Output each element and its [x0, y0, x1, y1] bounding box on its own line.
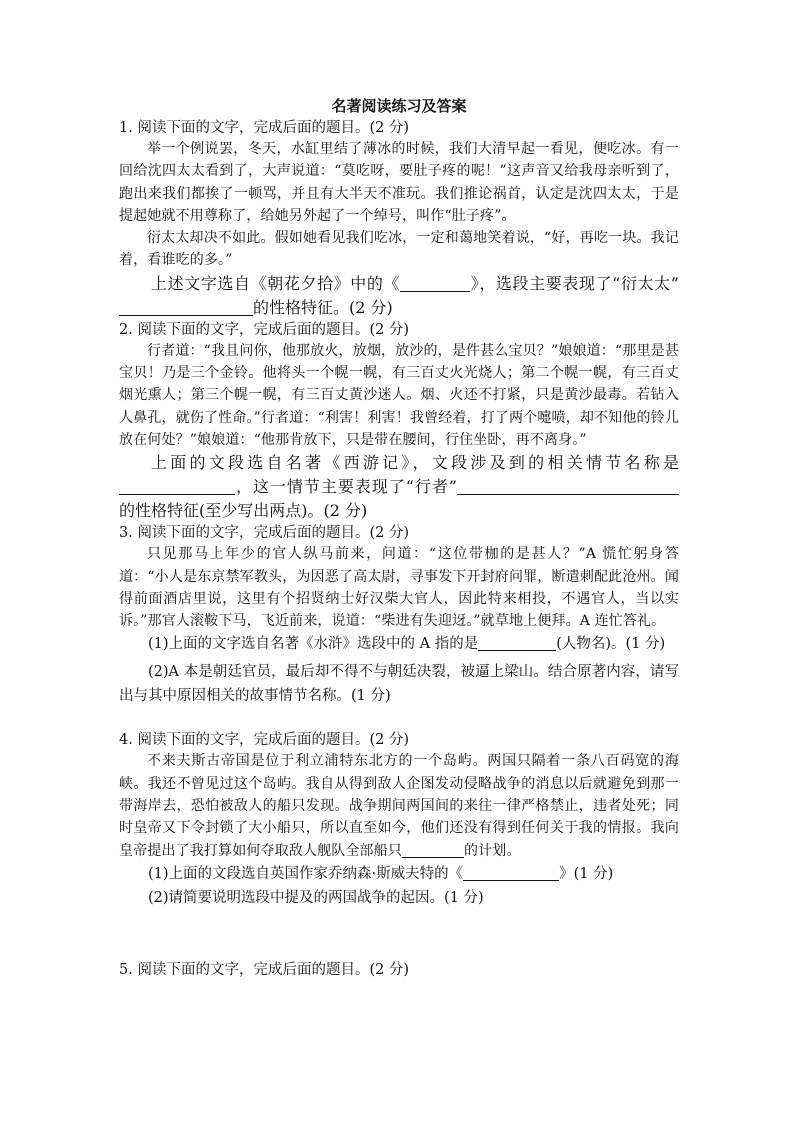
question-1-heading: 1. 阅读下面的文字，完成后面的题目。(2 分) [119, 120, 410, 136]
question-2-task-text-c: 的性格特征(至少写出两点)。(2 分) [119, 501, 368, 521]
question-3-sub-2: (2)A 本是朝廷官员，最后却不得不与朝廷决裂，被逼上梁山。结合原著内容，请写出与其中原因相关的故事情节名称。(1 分) [119, 664, 679, 705]
question-3-sub-1-text-a: (1)上面的文字选自名著《水浒》选段中的 A 指的是 [148, 636, 479, 653]
question-3-passage: 只见那马上年少的官人纵马前来，问道：“这位带枷的是甚人？”A 慌忙躬身答道：“小人是东京禁军教头，为因恶了高太尉，寻事发下开封府问罪，断遣刺配此沧州。闻得前面酒店里说，这里有个招贤纳士好汉柴大官人，因此特来相投，不遇官人，当以实诉。”那官人滚鞍下马，飞近前来，说道：“柴进有失迎迓。”就草地上便拜。A 连忙答礼。 [119, 546, 679, 630]
question-5-heading: 5. 阅读下面的文字，完成后面的题目。(2 分) [119, 961, 410, 978]
question-1-passage-2: 衍太太却决不如此。假如她看见我们吃冰，一定和蔼地笑着说，“好，再吃一块。我记着，看谁吃的多。” [119, 230, 679, 269]
question-3-heading: 3. 阅读下面的文字，完成后面的题目。(2 分) [119, 525, 410, 542]
answer-blank[interactable] [478, 636, 556, 652]
question-1-task-text-b: 》，选段主要表现了“衍太太” [470, 273, 679, 293]
question-1 [119, 118, 679, 320]
document-title: 名著阅读练习及答案 [331, 97, 467, 115]
question-2-task [119, 451, 679, 523]
question-5 [119, 960, 679, 980]
question-1-task [119, 272, 679, 320]
question-4-passage-end: 的计划。 [464, 842, 521, 859]
answer-blank[interactable] [457, 478, 679, 495]
question-3-sub-1 [119, 632, 679, 656]
question-2-task-text-b: ，这一情节主要表现了“行者” [235, 477, 457, 497]
question-2-heading: 2. 阅读下面的文字，完成后面的题目。(2 分) [119, 321, 410, 338]
answer-blank[interactable] [463, 865, 559, 881]
question-4-sub-1 [119, 862, 679, 886]
document-content [119, 96, 679, 980]
question-4 [119, 730, 679, 909]
question-4-heading: 4. 阅读下面的文字，完成后面的题目。(2 分) [119, 732, 410, 749]
answer-blank[interactable] [400, 275, 470, 292]
question-4-passage [119, 750, 679, 861]
question-4-passage-text: 不来夫斯古帝国是位于利立浦特东北方的一个岛屿。两国只隔着一条八百码宽的海峡。我还不曾见过这个岛屿。我自从得到敌人企图发动侵略战争的消息以后就避免到那一带海岸去，恐怕被敌人的船只发现。战争期间两国间的来往一律严格禁止，违者处死；同时皇帝又下令封锁了大小船只，所以直至如今，他们还没有得到任何关于我的情报。我向皇帝提出了我打算如何夺取敌人舰队全部船只 [119, 753, 679, 859]
question-3-sub-1-text-b: (人物名)。(1 分) [556, 636, 666, 653]
question-1-passage-1: 举一个例说罢，冬天，水缸里结了薄冰的时候，我们大清早起一看见，便吃冰。有一回给沈四太太看到了，大声说道：“莫吃呀，要肚子疼的呢！”这声音又给我母亲听到了，跑出来我们都挨了一顿骂，并且有大半天不准玩。我们推论祸首，认定是沈四太太，于是提起她就不用尊称了，给她另外起了一个绰号，叫作“肚子疼”。 [119, 141, 679, 224]
question-4-sub-1-text-a: (1)上面的文段选自英国作家乔纳森·斯威夫特的《 [148, 865, 464, 882]
question-4-sub-2: (2)请简要说明选段中提及的两国战争的起因。(1 分) [148, 889, 484, 906]
answer-blank[interactable] [119, 478, 235, 495]
question-1-task-text-a: 上述文字选自《朝花夕拾》中的《 [151, 273, 401, 293]
question-2-passage: 行者道：“我且问你，他那放火，放烟，放沙的，是件甚么宝贝？”娘娘道：“那里是甚宝贝！乃是三个金铃。他将头一个幌一幌，有三百丈火光烧人；第二个幌一幌，有三百丈烟光熏人；第三个幌一幌，有三百丈黄沙迷人。烟、火还不打紧，只是黄沙最毒。若钻入人鼻孔，就伤了性命。”行者道：“利害！利害！我曾经着，打了两个嚏喷，却不知他的铃儿放在何处？”娘娘道：“他那肯放下，只是带在腰间，行住坐卧，再不离身。” [119, 342, 679, 448]
question-2 [119, 320, 679, 523]
question-1-task-text-c: 的性格特征。(2 分) [253, 297, 393, 317]
answer-blank[interactable] [119, 299, 253, 316]
answer-blank[interactable] [402, 843, 464, 858]
question-4-sub-1-text-b: 》(1 分) [559, 865, 614, 882]
question-3 [119, 523, 679, 708]
question-2-task-text-a: 上面的文段选自名著《西游记》，文段涉及到的相关情节名称是 [151, 453, 679, 473]
